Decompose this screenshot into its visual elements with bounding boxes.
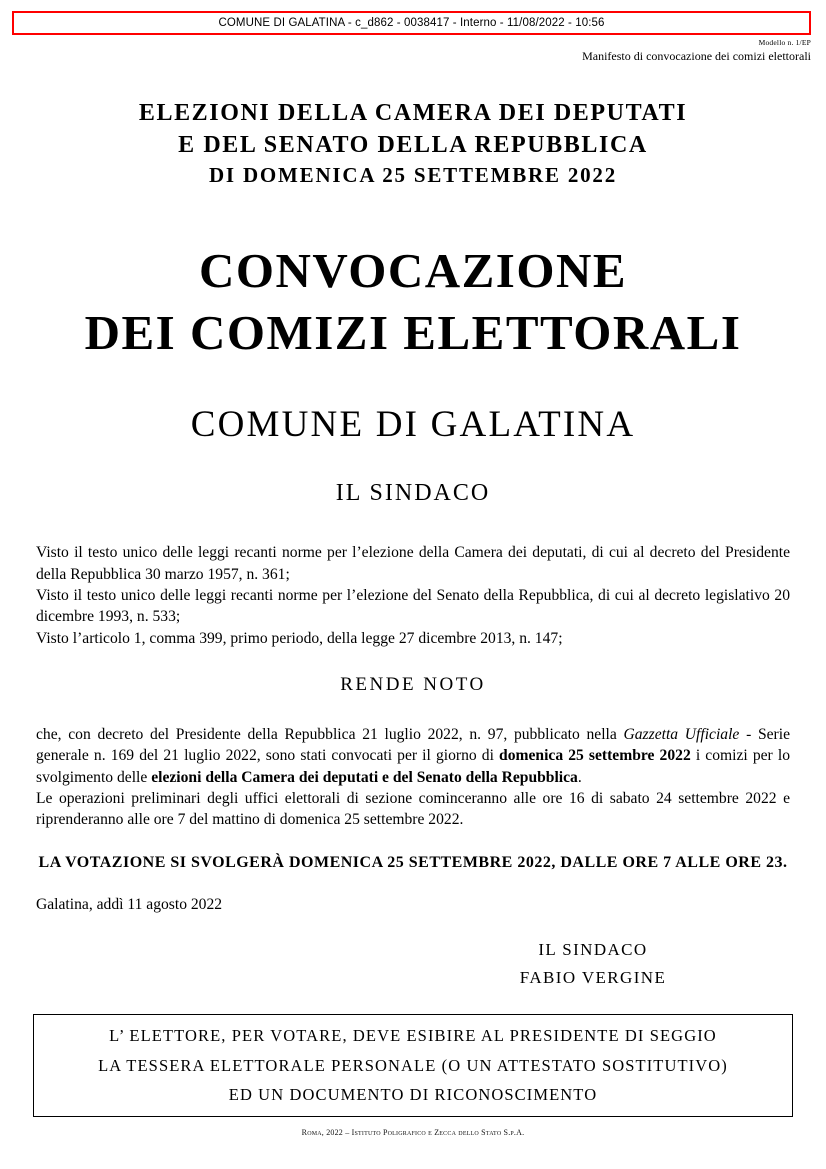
main-seg-1: che, con decreto del Presidente della Repubblica 21 luglio 2022, n. 97, pubblicato nella [36, 725, 624, 743]
signature-role: IL SINDACO [538, 939, 648, 959]
main-seg-7: . [577, 768, 582, 786]
signature-block [36, 936, 790, 992]
notice-line-2: LA TESSERA ELETTORALE PERSONALE (O UN ATTESTATO SOSTITUTIVO) [98, 1055, 728, 1075]
title-line-1: ELEZIONI DELLA CAMERA DEI DEPUTATI [138, 100, 688, 126]
title-line-3: DI DOMENICA 25 SETTEMBRE 2022 [208, 162, 618, 187]
model-number: Modello n. 1/EP [758, 38, 811, 47]
preamble-paragraph-1: Visto il testo unico delle leggi recanti norme per l’elezione della Camera dei deputati, di cui al decreto del Presidente della Repubblica 30 marzo 1957, n. 361; [36, 544, 790, 583]
main-body-block [36, 724, 790, 831]
main-paragraph-1 [36, 724, 790, 788]
election-bodies-emphasis: elezioni della Camera dei deputati e del Senato della Repubblica [151, 768, 578, 786]
voter-notice-box [33, 1014, 793, 1117]
headline-line-1: CONVOCAZIONE [198, 242, 628, 298]
preamble-paragraph-3: Visto l’articolo 1, comma 399, primo periodo, della legge 27 dicembre 2013, n. 147; [36, 629, 563, 647]
rende-noto-heading: RENDE NOTO [340, 673, 486, 695]
signature-name: FABIO VERGINE [519, 967, 667, 987]
municipality-name: COMUNE DI GALATINA [190, 404, 636, 446]
notice-line-3: ED UN DOCUMENTO DI RICONOSCIMENTO [228, 1085, 598, 1105]
preamble-paragraph-2: Visto il testo unico delle leggi recanti norme per l’elezione del Senato della Repubblica, di cui al decreto legislativo 20 dicembre 1993, n. 533; [36, 586, 790, 626]
election-date-emphasis: domenica 25 settembre 2022 [499, 747, 691, 765]
printer-imprint-text: Roma, 2022 – Istituto Poligrafico e Zecca dello Stato S.p.A. [301, 1128, 525, 1137]
place-and-date: Galatina, addì 11 agosto 2022 [36, 895, 223, 913]
election-title [36, 98, 790, 190]
document-sheet [36, 0, 790, 992]
title-line-2: E DEL SENATO DELLA REPUBBLICA [178, 131, 648, 158]
gazzetta-ufficiale-reference: Gazzetta Ufficiale [623, 725, 740, 743]
mayor-heading: IL SINDACO [335, 480, 491, 507]
main-seg-3: - Serie generale n. 169 del 21 luglio 2022, sono stati convocati per il giorno di [36, 725, 790, 765]
notice-line-1: L’ ELETTORE, PER VOTARE, DEVE ESIBIRE AL PRESIDENTE DI SEGGIO [109, 1026, 717, 1046]
preamble-block [36, 542, 790, 649]
voting-hours-statement: LA VOTAZIONE SI SVOLGERÀ DOMENICA 25 SETTEMBRE 2022, DALLE ORE 7 ALLE ORE 23. [38, 853, 788, 871]
printer-imprint [0, 1128, 826, 1137]
main-seg-5: i comizi per lo svolgimento delle [36, 747, 790, 786]
main-paragraph-2: Le operazioni preliminari degli uffici elettorali di sezione cominceranno alle ore 16 di sabato 24 settembre 2022 e riprenderanno alle ore 7 del mattino di domenica 25 settembre 2022. [36, 790, 790, 829]
model-caption: Manifesto di convocazione dei comizi elettorali [582, 49, 811, 64]
headline-line-2: DEI COMIZI ELETTORALI [84, 305, 742, 361]
main-headline [36, 240, 790, 365]
protocol-stamp-text: COMUNE DI GALATINA - c_d862 - 0038417 - Interno - 11/08/2022 - 10:56 [218, 17, 605, 29]
